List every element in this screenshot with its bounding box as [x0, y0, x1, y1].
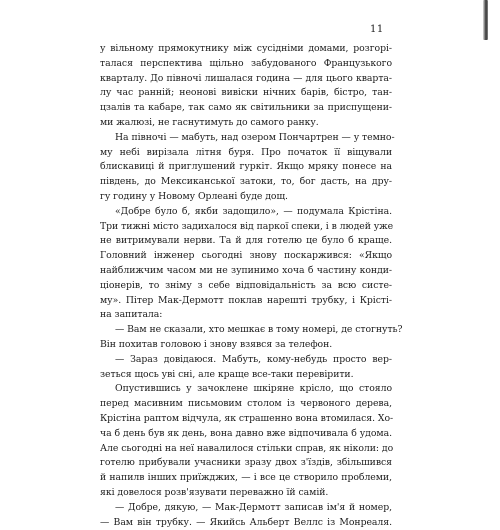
text-line: На півночі — мабуть, над озером Пончартрен — у темно- [100, 131, 392, 146]
text-line: Головний інженер сьогодні знову поскаржився: «Якщо [100, 249, 392, 264]
text-line: ціонерів, то зніму з себе відповідальність за всю систе- [100, 279, 392, 294]
body-text [100, 42, 392, 530]
page-number: 11 [370, 24, 384, 35]
page-edge-shadow [483, 0, 488, 40]
text-line: — Добре, дякую, — Мак-Дермотт записав ім'я й номер, [100, 501, 392, 516]
text-line: готелю прибували учасники зразу двох з'їздів, збільшився [100, 456, 392, 471]
text-line: Крістіна раптом відчула, як страшенно вона втомилася. Хо- [100, 412, 392, 427]
text-line: талася перспектива щільно забудованого Французького [100, 57, 392, 72]
text-line: лу час ранній; неонові вивіски нічних барів, бістро, тан- [100, 86, 392, 101]
text-line: ми жалюзі, не гаснутимуть до самого ранку. [100, 116, 392, 131]
text-line: блискавиці й приглушений гуркіт. Якщо мряку понесе на [100, 160, 392, 175]
text-line: гу годину у Новому Орлеані буде дощ. [100, 190, 392, 205]
text-line: — Вам він трубку. — Якийсь Альберт Веллс із Монреаля. [100, 516, 392, 530]
text-line: ча б день був як день, вона давно вже відпочивала б удома. [100, 427, 392, 442]
text-line: Три тижні місто задихалося від паркої спеки, і в людей уже [100, 220, 392, 235]
text-line: на запитала: [100, 308, 392, 323]
text-line: — Зараз довідаюся. Мабуть, кому-небудь просто вер- [100, 353, 392, 368]
text-line: зеться щось уві сні, але краще все-таки перевірити. [100, 368, 392, 383]
text-line: які довелося розв'язувати переважно їй самій. [100, 486, 392, 501]
text-line: Опустившись у зачоклене шкіряне крісло, що стояло [100, 382, 392, 397]
text-line: кварталу. До півночі лишалася година — для цього кварта- [100, 72, 392, 87]
text-line: Він похитав головою і знову взявся за телефон. [100, 338, 392, 353]
text-line: «Добре було б, якби задощило», — подумала Крістіна. [100, 205, 392, 220]
text-line: найближчим часом ми не зупинимо хоча б частину конди- [100, 264, 392, 279]
text-line: Але сьогодні на неї навалилося стільки справ, як ніколи: до [100, 442, 392, 457]
text-line: південь, до Мексиканської затоки, то, бог дасть, на дру- [100, 175, 392, 190]
text-line: му». Пітер Мак-Дермотт поклав нарешті трубку, і Крісті- [100, 294, 392, 309]
text-line: перед масивним письмовим столом із червоного дерева, [100, 397, 392, 412]
text-line: й напилв інших приїжджих, — і все це створило проблеми, [100, 471, 392, 486]
text-line: цзалів та кабаре, так само як світильники за приспущени- [100, 101, 392, 116]
text-line: — Вам не сказали, хто мешкає в тому номері, де стогнуть? [100, 323, 392, 338]
text-line: у вільному прямокутнику між сусідніми домами, розгорі- [100, 42, 392, 57]
text-line: не витримували нерви. Та й для готелю це було б краще. [100, 234, 392, 249]
text-line: му небі вирізала літня буря. Про початок її віщували [100, 146, 392, 161]
